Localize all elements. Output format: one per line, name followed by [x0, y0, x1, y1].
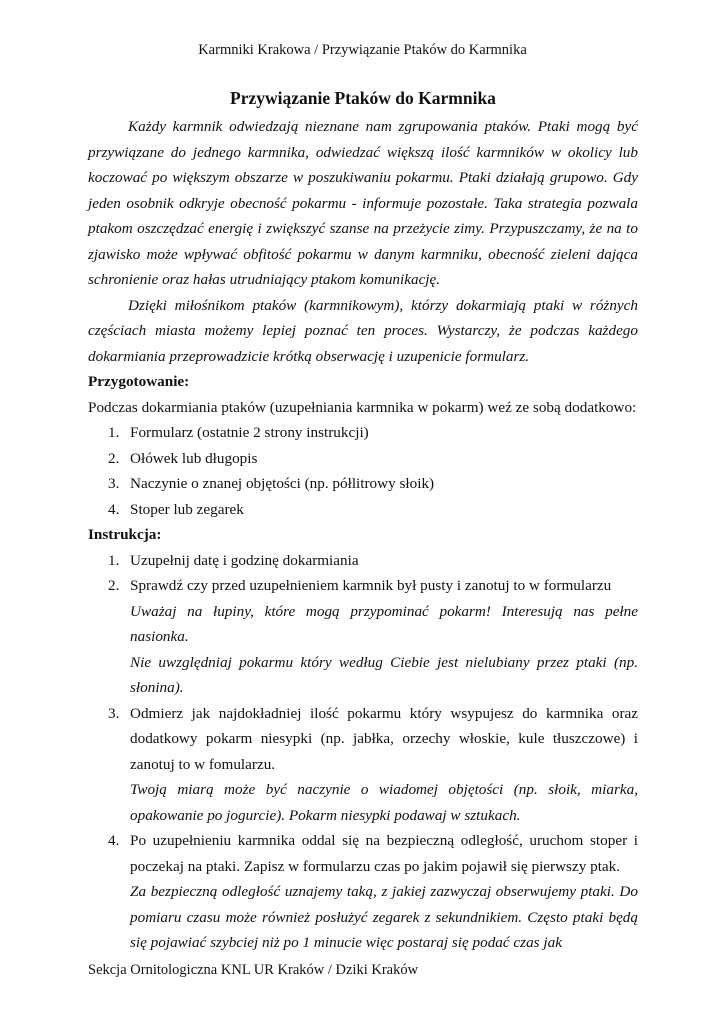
instructions-list-cont [88, 701, 638, 778]
instructions-heading: Instrukcja: [88, 526, 162, 543]
page-title: Przywiązanie Ptaków do Karmnika [230, 88, 496, 108]
running-header: Karmniki Krakowa / Przywiązanie Ptaków do Karmnika [198, 42, 527, 58]
instructions-list-cont [88, 828, 638, 879]
instruction-note: Uważaj na łupiny, które mogą przypominać pokarm! Interesują nas pełne nasionka. [130, 602, 638, 645]
list-item: 4. Po uzupełnieniu karmnika oddal się na bezpieczną odległość, uruchom stoper i poczekaj na ptaki. Zapisz w formularzu czas po jakim pojawił się pierwszy ptak. [108, 832, 638, 875]
list-item: 4. Stoper lub zegarek [108, 500, 244, 518]
instruction-note: Nie uwzględniaj pokarmu który według Ciebie jest nielubiany przez ptaki (np. słonina). [130, 653, 638, 696]
list-item: 3. Naczynie o znanej objętości (np. półlitrowy słoik) [108, 475, 435, 492]
preparation-list [88, 420, 638, 522]
instruction-note: Za bezpieczną odległość uznajemy taką, z jakiej zazwyczaj obserwujemy ptaki. Do pomiaru czasu może również posłużyć zegarek z sekundnikiem. Często ptaki będą się pojawiać szybciej niż po 1 minucie więc postaraj się podać czas jak [130, 883, 638, 951]
list-item: 1. Formularz (ostatnie 2 strony instrukcji) [108, 424, 369, 441]
page-footer: Sekcja Ornitologiczna KNL UR Kraków / Dziki Kraków [88, 962, 419, 978]
preparation-lead: Podczas dokarmiania ptaków (uzupełniania karmnika w pokarm) weź ze sobą dodatkowo: [88, 398, 637, 416]
document-body [88, 86, 638, 956]
preparation-heading: Przygotowanie: [88, 373, 190, 390]
list-item: 2. Ołówek lub długopis [108, 449, 258, 467]
instructions-list [88, 548, 638, 599]
intro-paragraph-1: Każdy karmnik odwiedzają nieznane nam zgrupowania ptaków. Ptaki mogą być przywiązane do jednego karmnika, odwiedzać większą ilość karmników w okolicy lub koczować po większym obszarze w poszukiwaniu pokarmu. Ptaki działają grupowo. Gdy jeden osobnik odkryje obecność pokarmu - informuje pozostałe. Taka strategia pozwala ptakom oszczędzać energię i zwiększyć szanse na przeżycie zimy. Przypuszczamy, że na to zjawisko może wpływać obfitość pokarmu w danym karmniku, obecność zieleni dająca schronienie oraz hałas utrudniający ptakom komunikację. [88, 118, 638, 288]
list-item: 1. Uzupełnij datę i godzinę dokarmiania [108, 551, 359, 569]
instruction-note: Twoją miarą może być naczynie o wiadomej objętości (np. słoik, miarka, opakowanie po jogurcie). Pokarm niesypki podawaj w sztukach. [130, 781, 638, 824]
list-item: 3. Odmierz jak najdokładniej ilość pokarmu który wsypujesz do karmnika oraz dodatkowy pokarm niesypki (np. jabłka, orzechy włoskie, kule tłuszczowe) i zanotuj to w fomularzu. [108, 704, 638, 773]
list-item: 2. Sprawdź czy przed uzupełnieniem karmnik był pusty i zanotuj to w formularzu [108, 577, 612, 594]
intro-paragraph-2: Dzięki miłośnikom ptaków (karmnikowym), którzy dokarmiają ptaki w różnych częściach miasta możemy lepiej poznać ten proces. Wystarczy, że podczas każdego dokarmiania przeprowadzicie krótką obserwację i uzupenicie formularz. [88, 296, 638, 365]
